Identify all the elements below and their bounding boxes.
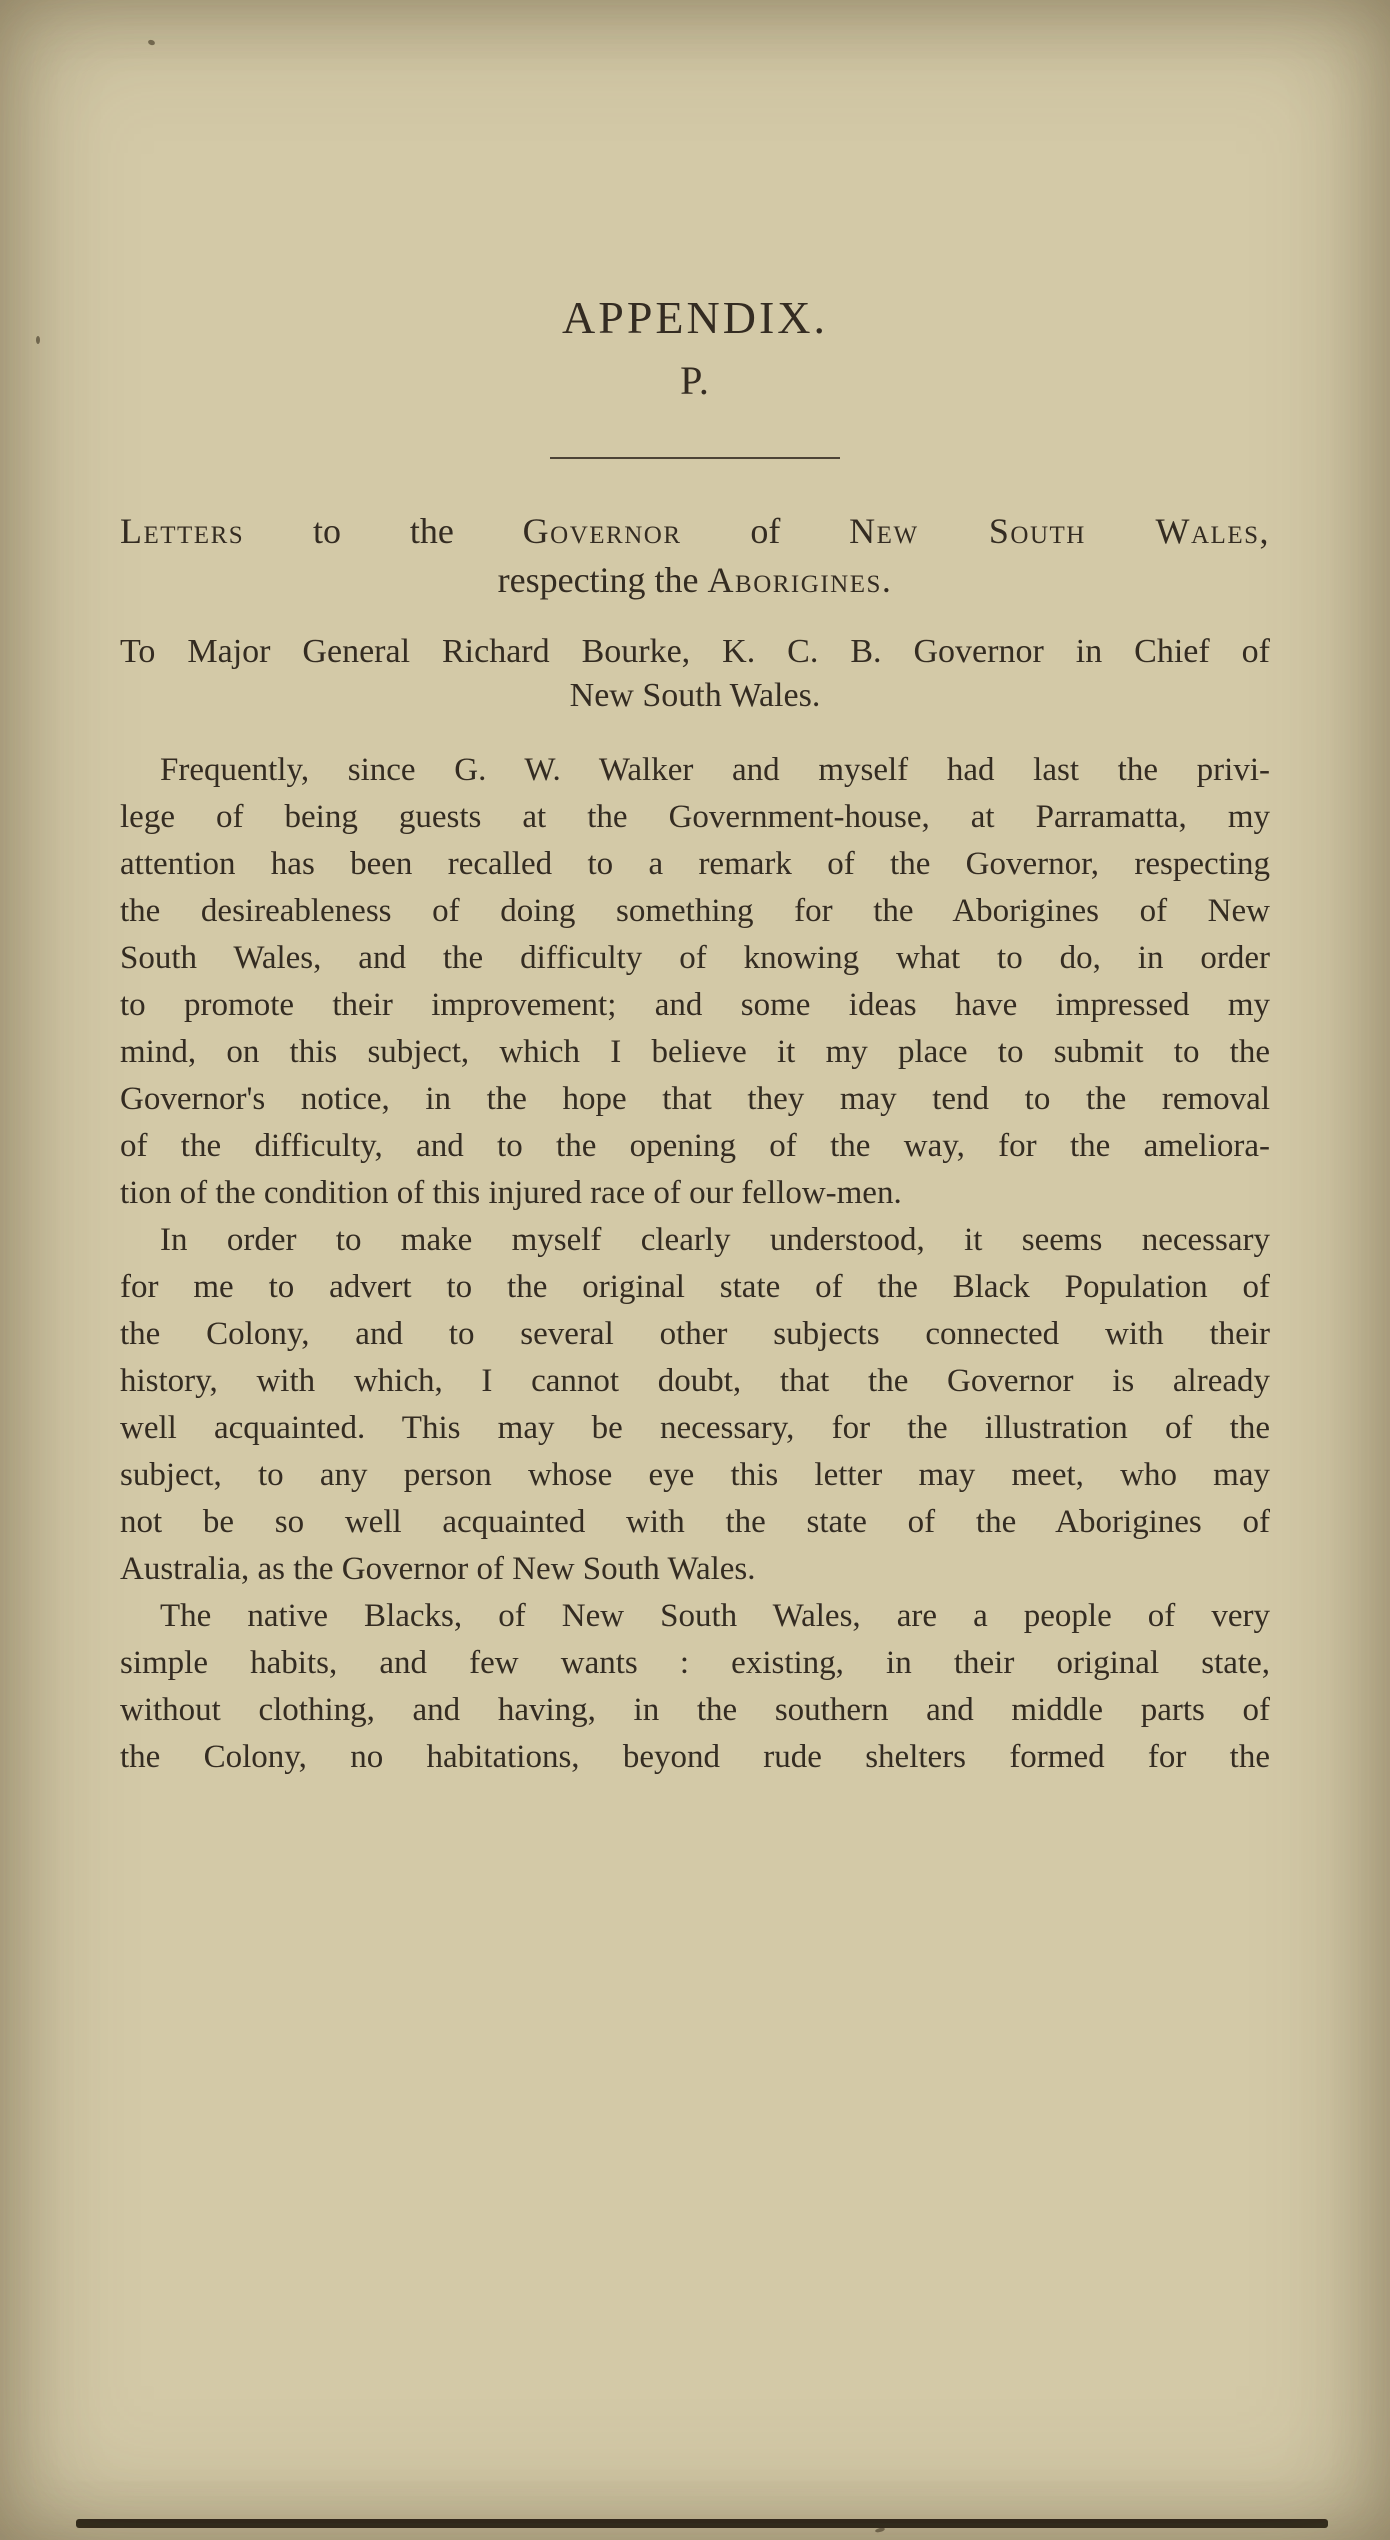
paragraph-2 xyxy=(120,1217,1270,1593)
text-line: the Colony, and to several other subjects connected with their xyxy=(120,1315,1270,1352)
text-line: attention has been recalled to a remark of the Governor, respecting xyxy=(120,845,1270,882)
text-line: In order to make myself clearly understood, it seems necessary xyxy=(160,1221,1270,1258)
paragraph-3 xyxy=(120,1593,1270,1781)
letter-heading xyxy=(120,507,1270,604)
salutation-line-2: New South Wales. xyxy=(569,677,821,715)
page-title: APPENDIX. xyxy=(562,292,828,343)
salutation-line-1: To Major General Richard Bourke, K. C. B. Governor in Chief of xyxy=(120,633,1270,671)
heading-word-aborigines: Aborigines. xyxy=(707,559,893,600)
text-line: the Colony, no habitations, beyond rude shelters formed for the xyxy=(120,1738,1270,1775)
scan-bottom-edge xyxy=(76,2519,1328,2528)
text-line: history, with which, I cannot doubt, that the Governor is already xyxy=(120,1362,1270,1399)
heading-connector-1: to the xyxy=(244,511,523,551)
text-line: simple habits, and few wants : existing, in their original state, xyxy=(120,1644,1270,1681)
paragraph-1 xyxy=(120,747,1270,1217)
text-line: the desireableness of doing something for the Aborigines of New xyxy=(120,892,1270,929)
section-letter: P. xyxy=(680,358,710,403)
text-line: Frequently, since G. W. Walker and myself had last the privi- xyxy=(160,751,1270,788)
letter-heading-line-2 xyxy=(120,556,1270,605)
heading-line2-prefix: respecting the xyxy=(497,559,708,600)
heading-word-nsw: New South Wales, xyxy=(849,511,1270,551)
text-line: South Wales, and the difficulty of knowing what to do, in order xyxy=(120,939,1270,976)
text-line: for me to advert to the original state of the Black Population of xyxy=(120,1268,1270,1305)
text-line: of the difficulty, and to the opening of the way, for the ameliora- xyxy=(120,1127,1270,1164)
text-line: subject, to any person whose eye this letter may meet, who may xyxy=(120,1456,1270,1493)
text-line: well acquainted. This may be necessary, for the illustration of the xyxy=(120,1409,1270,1446)
letter-heading-line-1 xyxy=(120,507,1270,556)
text-line: lege of being guests at the Government-house, at Parramatta, my xyxy=(120,798,1270,835)
text-line: tion of the condition of this injured race of our fellow-men. xyxy=(120,1174,902,1211)
heading-word-governor: Governor xyxy=(522,511,682,551)
text-line: The native Blacks, of New South Wales, are a people of very xyxy=(160,1597,1270,1634)
salutation xyxy=(120,630,1270,718)
text-line: Australia, as the Governor of New South Wales. xyxy=(120,1550,756,1587)
heading-connector-2: of xyxy=(681,511,850,551)
horizontal-rule xyxy=(550,457,840,459)
letter-body xyxy=(120,747,1270,1781)
scan-speck xyxy=(36,336,40,344)
text-line: not be so well acquainted with the state of the Aborigines of xyxy=(120,1503,1270,1540)
text-line: mind, on this subject, which I believe it my place to submit to the xyxy=(120,1033,1270,1070)
text-line: without clothing, and having, in the southern and middle parts of xyxy=(120,1691,1270,1728)
heading-word-letters: Letters xyxy=(120,511,245,551)
page-text-block xyxy=(120,0,1270,1781)
text-line: Governor's notice, in the hope that they may tend to the removal xyxy=(120,1080,1270,1117)
text-line: to promote their improvement; and some ideas have impressed my xyxy=(120,986,1270,1023)
